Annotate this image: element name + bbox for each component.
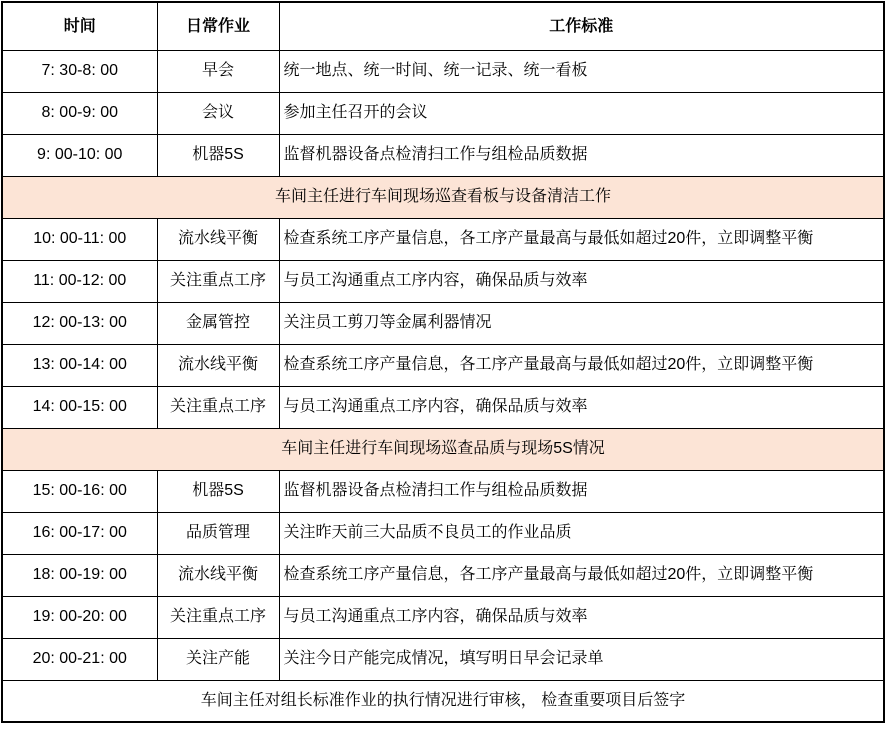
task-cell[interactable]: 机器5S	[157, 134, 279, 176]
time-cell[interactable]: 13: 00-14: 00	[2, 344, 157, 386]
task-cell[interactable]: 早会	[157, 50, 279, 92]
time-cell[interactable]: 19: 00-20: 00	[2, 596, 157, 638]
standard-cell[interactable]: 与员工沟通重点工序内容，确保品质与效率	[279, 386, 884, 428]
table-row	[2, 470, 884, 512]
table-row	[2, 134, 884, 176]
table-body	[2, 50, 884, 722]
time-cell[interactable]: 9: 00-10: 00	[2, 134, 157, 176]
standard-cell[interactable]: 检查系统工序产量信息，各工序产量最高与最低如超过20件，立即调整平衡	[279, 218, 884, 260]
table-row	[2, 386, 884, 428]
standard-cell[interactable]: 与员工沟通重点工序内容，确保品质与效率	[279, 596, 884, 638]
time-cell[interactable]: 14: 00-15: 00	[2, 386, 157, 428]
table-row	[2, 302, 884, 344]
standard-cell[interactable]: 参加主任召开的会议	[279, 92, 884, 134]
time-cell[interactable]: 16: 00-17: 00	[2, 512, 157, 554]
section-band-cell[interactable]: 车间主任进行车间现场巡查看板与设备清洁工作	[2, 176, 884, 218]
task-cell[interactable]: 金属管控	[157, 302, 279, 344]
time-cell[interactable]: 7: 30-8: 00	[2, 50, 157, 92]
task-cell[interactable]: 流水线平衡	[157, 344, 279, 386]
task-cell[interactable]: 会议	[157, 92, 279, 134]
table-row	[2, 218, 884, 260]
section-band-row	[2, 428, 884, 470]
time-cell[interactable]: 12: 00-13: 00	[2, 302, 157, 344]
task-cell[interactable]: 品质管理	[157, 512, 279, 554]
task-cell[interactable]: 关注重点工序	[157, 260, 279, 302]
standard-cell[interactable]: 监督机器设备点检清扫工作与组检品质数据	[279, 470, 884, 512]
task-cell[interactable]: 关注重点工序	[157, 596, 279, 638]
header-cell-task[interactable]: 日常作业	[157, 2, 279, 50]
task-cell[interactable]: 机器5S	[157, 470, 279, 512]
task-cell[interactable]: 流水线平衡	[157, 554, 279, 596]
table-row	[2, 554, 884, 596]
header-row	[2, 2, 884, 50]
time-cell[interactable]: 8: 00-9: 00	[2, 92, 157, 134]
header-cell-time[interactable]: 时间	[2, 2, 157, 50]
standard-cell[interactable]: 检查系统工序产量信息，各工序产量最高与最低如超过20件，立即调整平衡	[279, 554, 884, 596]
table-row	[2, 512, 884, 554]
time-cell[interactable]: 15: 00-16: 00	[2, 470, 157, 512]
task-cell[interactable]: 关注重点工序	[157, 386, 279, 428]
table-row	[2, 92, 884, 134]
standard-cell[interactable]: 监督机器设备点检清扫工作与组检品质数据	[279, 134, 884, 176]
standard-cell[interactable]: 与员工沟通重点工序内容，确保品质与效率	[279, 260, 884, 302]
section-band-row	[2, 176, 884, 218]
task-cell[interactable]: 流水线平衡	[157, 218, 279, 260]
standard-cell[interactable]: 关注员工剪刀等金属利器情况	[279, 302, 884, 344]
table-row	[2, 260, 884, 302]
table-row	[2, 596, 884, 638]
standard-cell[interactable]: 检查系统工序产量信息，各工序产量最高与最低如超过20件，立即调整平衡	[279, 344, 884, 386]
table-row	[2, 638, 884, 680]
time-cell[interactable]: 20: 00-21: 00	[2, 638, 157, 680]
table-row	[2, 344, 884, 386]
footer-cell[interactable]: 车间主任对组长标准作业的执行情况进行审核， 检查重要项目后签字	[2, 680, 884, 722]
footer-row	[2, 680, 884, 722]
standard-cell[interactable]: 关注昨天前三大品质不良员工的作业品质	[279, 512, 884, 554]
section-band-cell[interactable]: 车间主任进行车间现场巡查品质与现场5S情况	[2, 428, 884, 470]
header-cell-standard[interactable]: 工作标准	[279, 2, 884, 50]
table-row	[2, 50, 884, 92]
time-cell[interactable]: 18: 00-19: 00	[2, 554, 157, 596]
work-schedule-table	[1, 1, 885, 723]
time-cell[interactable]: 11: 00-12: 00	[2, 260, 157, 302]
task-cell[interactable]: 关注产能	[157, 638, 279, 680]
time-cell[interactable]: 10: 00-11: 00	[2, 218, 157, 260]
standard-cell[interactable]: 统一地点、统一时间、统一记录、统一看板	[279, 50, 884, 92]
standard-cell[interactable]: 关注今日产能完成情况，填写明日早会记录单	[279, 638, 884, 680]
